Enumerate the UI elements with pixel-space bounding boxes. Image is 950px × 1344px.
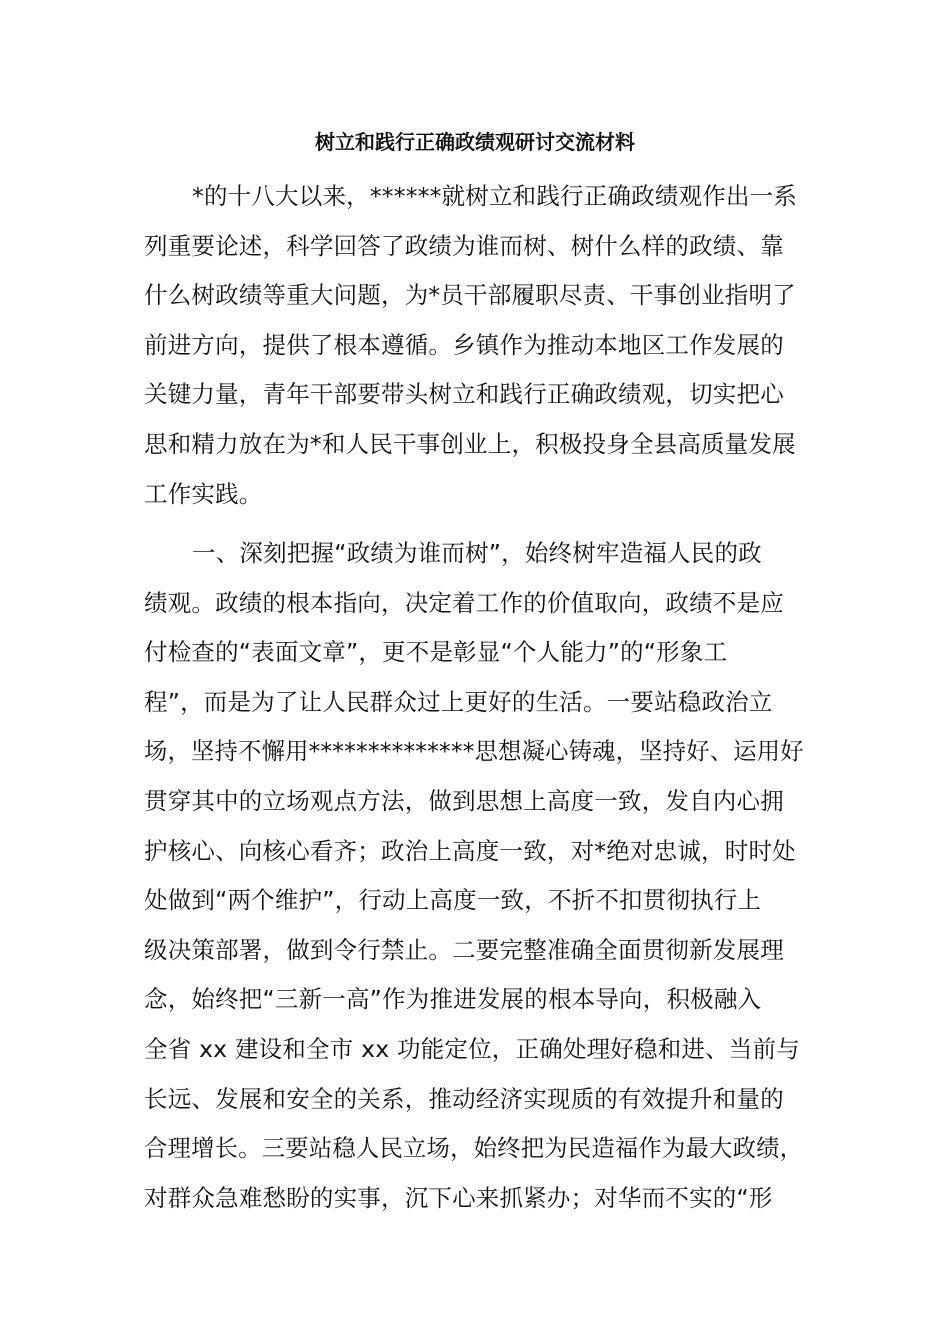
text-line: 思和精力放在为*和人民干事创业上，积极投身全县高质量发展 — [144, 429, 796, 458]
text-line: 付检查的“表面文章”，更不是彰显“个人能力”的“形象工 — [144, 638, 728, 667]
text-line: 绩观。政绩的根本指向，决定着工作的价值取向，政绩不是应 — [144, 588, 784, 617]
paragraph-intro — [144, 172, 804, 519]
text-line: 贯穿其中的立场观点方法，做到思想上高度一致，发自内心拥 — [144, 786, 784, 815]
text-line: 合理增长。三要站稳人民立场，始终把为民造福作为最大政绩， — [144, 1134, 804, 1163]
text-line: 前进方向，提供了根本遵循。乡镇作为推动本地区工作发展的 — [144, 330, 784, 359]
text-line: 列重要论述，科学回答了政绩为谁而树、树什么样的政绩、靠 — [144, 231, 784, 260]
text-line: 什么树政绩等重大问题，为*员干部履职尽责、干事创业指明了 — [144, 281, 796, 310]
text-line: 长远、发展和安全的关系，推动经济实现质的有效提升和量的 — [144, 1084, 784, 1113]
text-line: 场，坚持不懈用**************思想凝心铸魂，坚持好、运用好 — [144, 738, 804, 766]
text-line: 护核心、向核心看齐；政治上高度一致，对*绝对忠诚，时时处 — [144, 836, 796, 865]
text-line: 对群众急难愁盼的实事，沉下心来抓紧办；对华而不实的“形 — [144, 1183, 773, 1212]
text-line: 全省 xx 建设和全市 xx 功能定位，正确处理好稳和进、当前与 — [144, 1034, 800, 1063]
text-line: 工作实践。 — [144, 479, 263, 508]
text-line: 关键力量，青年干部要带头树立和践行正确政绩观，切实把心 — [144, 380, 784, 409]
text-line: *的十八大以来，******就树立和践行正确政绩观作出一系 — [192, 182, 798, 210]
text-line: 念，始终把“三新一高”作为推进发展的根本导向，积极融入 — [144, 985, 762, 1014]
text-line: 级决策部署，做到令行禁止。二要完整准确全面贯彻新发展理 — [144, 935, 784, 964]
paragraph-section-one — [144, 529, 804, 1223]
text-line: 程”，而是为了让人民群众过上更好的生活。一要站稳政治立 — [144, 687, 773, 716]
text-line: 处做到“两个维护”，行动上高度一致，不折不扣贯彻执行上 — [144, 886, 762, 915]
document-title: 树立和践行正确政绩观研讨交流材料 — [315, 130, 635, 154]
text-line: 一、深刻把握“政绩为谁而树”，始终树牢造福人民的政 — [192, 539, 762, 567]
